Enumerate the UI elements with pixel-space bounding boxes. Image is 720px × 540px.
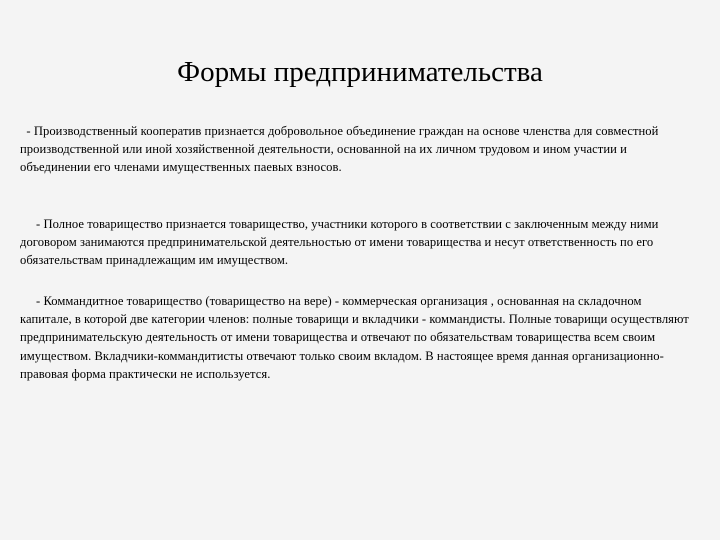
paragraph-production-cooperative: - Производственный кооператив признается добровольное объединение граждан на основе членства для совместной производственной или иной хозяйственной деятельности, основанной на их личном трудовом и ином участии и объединении его членами имущественных паевых взносов. <box>20 124 662 175</box>
paragraph-general-partnership: - Полное товарищество признается товарищество, участники которого в соответствии с заключенным между ними договором занимаются предпринимательской деятельностью от имени товарищества и несут ответственность по его обязательствам принадлежащим им имуществом. <box>20 217 662 268</box>
paragraph-limited-partnership: - Коммандитное товарищество (товарищество на вере) - коммерческая организация , основанная на складочном капитале, в которой две категории членов: полные товарищи и вкладчики - коммандисты. Полные товарищи осуществляют предпринимательскую деятельность от имени товарищества и отвечают по обязательствам товарищества всем своим имуществом. Вкладчики-коммандитисты отвечают только своим вкладом. В настоящее время данная организационно-правовая форма практически не используется. <box>20 294 693 381</box>
slide-title: Формы предпринимательства <box>177 56 543 88</box>
